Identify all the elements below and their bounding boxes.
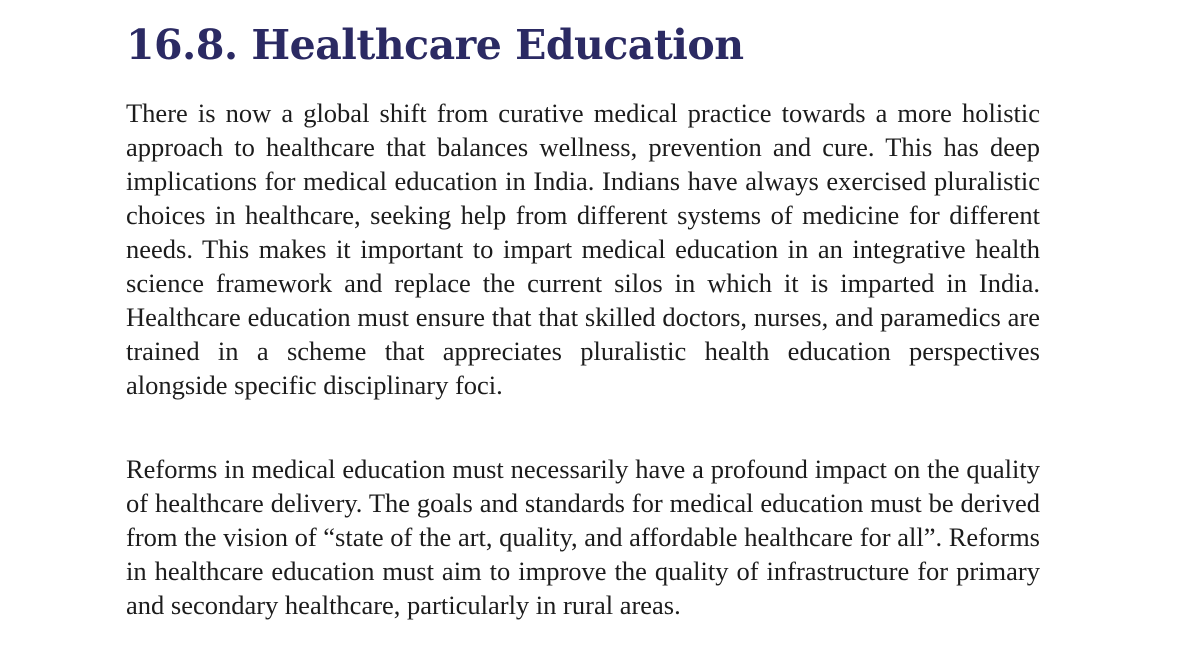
section-heading: 16.8. Healthcare Education: [126, 21, 744, 69]
paragraph-1: There is now a global shift from curative medical practice towards a more holistic approach to healthcare that balances wellness, prevention and cure. This has deep implications for medical education in India. Indians have always exercised pluralistic choices in healthcare, seeking help from different systems of medicine for different needs. This makes it important to impart medical education in an integrative health science framework and replace the current silos in which it is imparted in India. Healthcare education must ensure that that skilled doctors, nurses, and paramedics are trained in a scheme that appreciates pluralistic health education perspectives alongside specific disciplinary foci.: [126, 98, 1040, 400]
paragraph-2: Reforms in medical education must necessarily have a profound impact on the quality of healthcare delivery. The goals and standards for medical education must be derived from the vision of “state of the art, quality, and affordable healthcare for all”. Reforms in healthcare education must aim to improve the quality of infrastructure for primary and secondary healthcare, particularly in rural areas.: [126, 454, 1040, 620]
